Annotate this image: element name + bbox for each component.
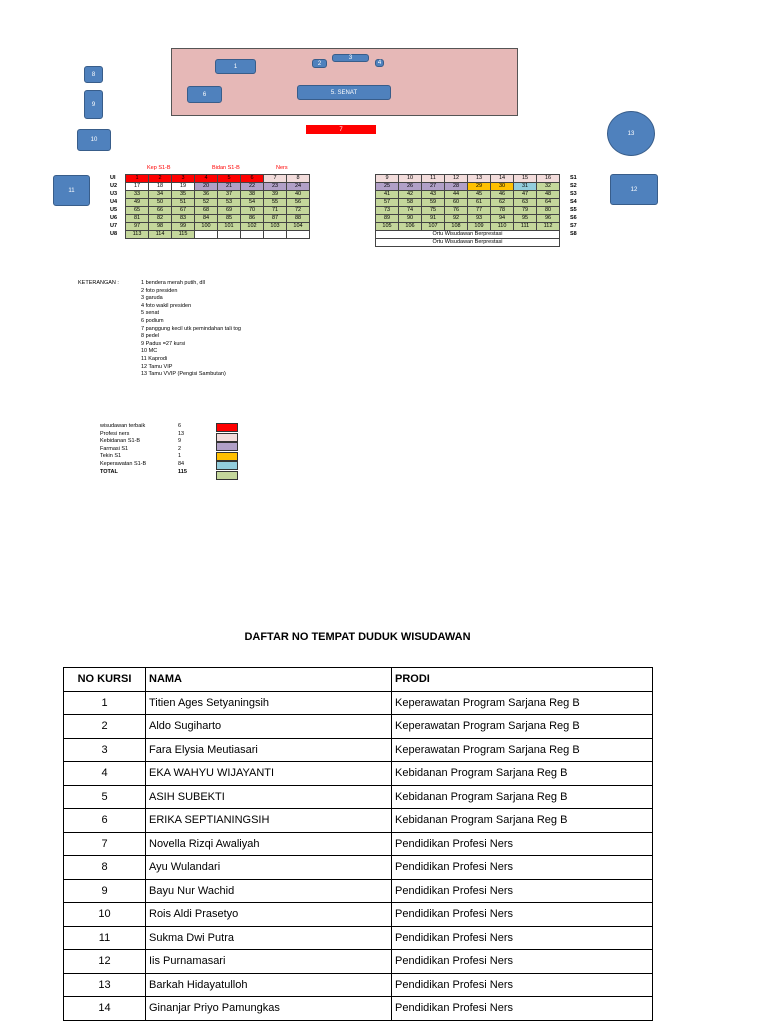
- row-label: S5: [570, 207, 577, 213]
- cell-nama: Ayu Wulandari: [146, 856, 392, 880]
- cell-nama: Sukma Dwi Putra: [146, 926, 392, 950]
- table-row: [64, 950, 653, 974]
- seat-cell: 108: [445, 223, 468, 231]
- seat-cell: 12: [445, 175, 468, 183]
- cell-nama: Ginanjar Priyo Pamungkas: [146, 997, 392, 1021]
- keterangan-item: 9 Padus =27 kursi: [141, 340, 186, 347]
- row-label: S7: [570, 223, 577, 229]
- legend-swatch: [216, 433, 238, 442]
- seat-cell: 86: [241, 215, 264, 223]
- legend-swatch: [216, 423, 238, 432]
- seat-cell: [218, 231, 241, 239]
- legend-name: Tekin S1: [100, 453, 122, 460]
- seat-cell: 93: [468, 215, 491, 223]
- legend-item: [100, 469, 200, 477]
- cell-nama: Aldo Sugiharto: [146, 715, 392, 739]
- legend-name: TOTAL: [100, 468, 118, 475]
- table-row: [64, 973, 653, 997]
- legend-item: [100, 438, 200, 446]
- table-row: [64, 856, 653, 880]
- seat-cell: 47: [514, 191, 537, 199]
- row-label: S1: [570, 175, 577, 181]
- seat-cell: 71: [264, 207, 287, 215]
- seat-cell: 85: [218, 215, 241, 223]
- cell-no-kursi: 10: [64, 903, 146, 927]
- cell-prodi: Kebidanan Program Sarjana Reg B: [392, 785, 653, 809]
- seat-cell: 73: [376, 207, 399, 215]
- cell-nama: EKA WAHYU WIJAYANTI: [146, 762, 392, 786]
- seat-cell: 2: [149, 175, 172, 183]
- seat-cell: 64: [537, 199, 560, 207]
- seat-cell: 36: [195, 191, 218, 199]
- legend-count: 84: [178, 460, 185, 467]
- seat-cell: 49: [126, 199, 149, 207]
- seat-row: [126, 207, 310, 215]
- seat-row: [376, 183, 560, 191]
- keterangan-item: 5 senat: [141, 310, 160, 317]
- seat-cell: 81: [126, 215, 149, 223]
- cell-nama: Novella Rizqi Awaliyah: [146, 832, 392, 856]
- legend-item: [100, 423, 200, 431]
- seat-cell: 83: [172, 215, 195, 223]
- header-nama: NAMA: [146, 668, 392, 692]
- cell-prodi: Pendidikan Profesi Ners: [392, 973, 653, 997]
- seat-cell: 42: [399, 191, 422, 199]
- table-row: [64, 762, 653, 786]
- seat-cell: 59: [422, 199, 445, 207]
- seat-box-6: 6: [187, 86, 222, 103]
- seat-cell: 112: [537, 223, 560, 231]
- seat-cell: 111: [514, 223, 537, 231]
- table-row: [64, 691, 653, 715]
- cell-nama: ASIH SUBEKTI: [146, 785, 392, 809]
- seat-cell: 1: [126, 175, 149, 183]
- cell-prodi: Keperawatan Program Sarjana Reg B: [392, 715, 653, 739]
- seat-cell: 51: [172, 199, 195, 207]
- seat-cell: 13: [468, 175, 491, 183]
- cell-nama: Bayu Nur Wachid: [146, 879, 392, 903]
- seat-box-8: 8: [84, 66, 103, 83]
- keterangan-item: 6 podium: [141, 317, 164, 324]
- seat-cell: 37: [218, 191, 241, 199]
- table-row: [64, 903, 653, 927]
- keterangan-list: [141, 280, 241, 379]
- table-row: [64, 879, 653, 903]
- right-row-labels: [570, 174, 577, 238]
- cell-no-kursi: 12: [64, 950, 146, 974]
- seat-row: [126, 215, 310, 223]
- seat-cell: 55: [264, 199, 287, 207]
- seat-cell: 78: [491, 207, 514, 215]
- cell-nama: Barkah Hidayatulloh: [146, 973, 392, 997]
- cell-nama: Iis Purnamasari: [146, 950, 392, 974]
- seat-cell: 3: [172, 175, 195, 183]
- row-label: S6: [570, 215, 577, 221]
- seat-row: [126, 191, 310, 199]
- seat-cell: 88: [287, 215, 310, 223]
- cell-no-kursi: 3: [64, 738, 146, 762]
- seat-cell: 96: [537, 215, 560, 223]
- keterangan-item: 1 bendera merah putih, dll: [141, 280, 205, 286]
- seat-cell: 62: [491, 199, 514, 207]
- seat-cell: 18: [149, 183, 172, 191]
- seat-cell: 33: [126, 191, 149, 199]
- cell-prodi: Pendidikan Profesi Ners: [392, 879, 653, 903]
- seat-box-9: 9: [84, 90, 103, 119]
- seat-cell: 66: [149, 207, 172, 215]
- seat-cell: 79: [514, 207, 537, 215]
- seat-cell: 100: [195, 223, 218, 231]
- seat-cell: 17: [126, 183, 149, 191]
- seat-cell: 114: [149, 231, 172, 239]
- cell-prodi: Pendidikan Profesi Ners: [392, 926, 653, 950]
- header-prodi: PRODI: [392, 668, 653, 692]
- seat-box-2: 2: [312, 59, 327, 68]
- seat-row: [376, 199, 560, 207]
- seat-cell: 25: [376, 183, 399, 191]
- seat-cell: 44: [445, 191, 468, 199]
- cell-prodi: Pendidikan Profesi Ners: [392, 903, 653, 927]
- seat-row: [376, 175, 560, 183]
- seat-cell: 99: [172, 223, 195, 231]
- seat-cell: 14: [491, 175, 514, 183]
- seat-cell: 90: [399, 215, 422, 223]
- legend-item: [100, 446, 200, 454]
- keterangan-item: 7 panggung kecil utk pemindahan tali tog: [141, 325, 241, 332]
- table-title: DAFTAR NO TEMPAT DUDUK WISUDAWAN: [244, 631, 471, 643]
- seat-circle-13: 13: [607, 111, 655, 156]
- seat-cell: 39: [264, 191, 287, 199]
- seat-cell: 82: [149, 215, 172, 223]
- seat-cell: 91: [422, 215, 445, 223]
- row-label: U3: [110, 191, 118, 197]
- seat-box-4: 4: [375, 59, 384, 67]
- legend-name: Keperawatan S1-B: [100, 460, 147, 467]
- legend-count: 13: [178, 430, 185, 437]
- keterangan-item: 2 foto presiden: [141, 287, 178, 294]
- left-seat-grid: [125, 174, 310, 239]
- seat-cell: 16: [537, 175, 560, 183]
- cell-nama: Fara Elysia Meutiasari: [146, 738, 392, 762]
- seat-row: [376, 207, 560, 215]
- legend-name: Kebidanan S1-B: [100, 438, 141, 445]
- seat-cell: 40: [287, 191, 310, 199]
- seat-cell: 38: [241, 191, 264, 199]
- legend-name: wisudawan terbaik: [100, 423, 146, 429]
- seat-cell: 75: [422, 207, 445, 215]
- seat-row: [126, 231, 310, 239]
- seat-cell: 9: [376, 175, 399, 183]
- legend-count: 115: [178, 468, 187, 475]
- row-label: S3: [570, 191, 577, 197]
- cell-prodi: Pendidikan Profesi Ners: [392, 997, 653, 1021]
- legend-list: [100, 423, 200, 476]
- left-row-labels: [110, 174, 117, 238]
- cell-no-kursi: 7: [64, 832, 146, 856]
- seat-box-3: 3: [332, 54, 369, 62]
- seat-cell: 21: [218, 183, 241, 191]
- legend-swatch: [216, 461, 238, 470]
- ortu-row: Ortu Wisudawan Berprestasi: [376, 239, 560, 247]
- cell-no-kursi: 11: [64, 926, 146, 950]
- row-label: UI: [110, 175, 116, 181]
- table-row: [64, 785, 653, 809]
- seat-cell: 105: [376, 223, 399, 231]
- seat-cell: 92: [445, 215, 468, 223]
- legend-count: 2: [178, 445, 182, 452]
- seat-cell: 61: [468, 199, 491, 207]
- seat-cell: 109: [468, 223, 491, 231]
- seat-cell: 101: [218, 223, 241, 231]
- cell-nama: ERIKA SEPTIANINGSIH: [146, 809, 392, 833]
- legend-item: [100, 453, 200, 461]
- cell-no-kursi: 8: [64, 856, 146, 880]
- legend-count: 9: [178, 438, 182, 445]
- seat-box-7: 7: [306, 125, 376, 134]
- cell-prodi: Kebidanan Program Sarjana Reg B: [392, 809, 653, 833]
- seat-cell: 46: [491, 191, 514, 199]
- legend-count: 6: [178, 423, 182, 429]
- seat-cell: 43: [422, 191, 445, 199]
- seat-cell: 7: [264, 175, 287, 183]
- legend-item: [100, 461, 200, 469]
- cell-no-kursi: 1: [64, 691, 146, 715]
- seat-cell: [241, 231, 264, 239]
- cell-prodi: Kebidanan Program Sarjana Reg B: [392, 762, 653, 786]
- keterangan-item: 11 Kaprodi: [141, 355, 168, 362]
- seat-cell: 67: [172, 207, 195, 215]
- legend-swatch: [216, 442, 238, 451]
- seat-cell: 84: [195, 215, 218, 223]
- seat-box-11: 11: [53, 175, 90, 206]
- senat-box: 5. SENAT: [297, 85, 391, 100]
- row-label: U5: [110, 207, 118, 213]
- seat-cell: 60: [445, 199, 468, 207]
- seat-row: [126, 183, 310, 191]
- seat-cell: 57: [376, 199, 399, 207]
- table-row: [64, 715, 653, 739]
- seat-row: [126, 223, 310, 231]
- seat-cell: 52: [195, 199, 218, 207]
- seat-cell: 65: [126, 207, 149, 215]
- table-row: [64, 997, 653, 1021]
- table-header-row: [64, 668, 653, 692]
- seat-cell: 34: [149, 191, 172, 199]
- seat-cell: 77: [468, 207, 491, 215]
- seat-cell: 54: [241, 199, 264, 207]
- seat-cell: 10: [399, 175, 422, 183]
- cell-no-kursi: 14: [64, 997, 146, 1021]
- cell-no-kursi: 5: [64, 785, 146, 809]
- seat-cell: 103: [264, 223, 287, 231]
- cell-nama: Rois Aldi Prasetyo: [146, 903, 392, 927]
- seat-cell: 22: [241, 183, 264, 191]
- cell-prodi: Pendidikan Profesi Ners: [392, 832, 653, 856]
- legend-swatch: [216, 471, 238, 480]
- seat-row: [376, 223, 560, 231]
- row-label: U6: [110, 215, 118, 221]
- seat-cell: 24: [287, 183, 310, 191]
- seat-cell: 76: [445, 207, 468, 215]
- keterangan-item: 4 foto wakil presiden: [141, 302, 192, 309]
- cell-prodi: Keperawatan Program Sarjana Reg B: [392, 738, 653, 762]
- seat-cell: 63: [514, 199, 537, 207]
- seat-row: [376, 191, 560, 199]
- seat-cell: 4: [195, 175, 218, 183]
- keterangan-item: 12 Tamu VIP: [141, 363, 173, 370]
- row-label: U4: [110, 199, 118, 205]
- legend-item: [100, 431, 200, 439]
- legend-swatch: [216, 452, 238, 461]
- keterangan-item: 3 garuda: [141, 295, 163, 302]
- header-no-kursi: NO KURSI: [64, 668, 146, 692]
- cell-no-kursi: 2: [64, 715, 146, 739]
- cell-no-kursi: 4: [64, 762, 146, 786]
- seat-cell: 19: [172, 183, 195, 191]
- seat-cell: 110: [491, 223, 514, 231]
- seat-cell: 31: [514, 183, 537, 191]
- seat-cell: 32: [537, 183, 560, 191]
- seat-cell: 20: [195, 183, 218, 191]
- legend-name: Farmasi S1: [100, 445, 129, 452]
- cell-no-kursi: 13: [64, 973, 146, 997]
- ortu-row: Ortu Wisudawan Berprestasi: [376, 231, 560, 239]
- keterangan-item: 8 pedel: [141, 333, 160, 340]
- seat-box-12: 12: [610, 174, 658, 205]
- seat-cell: 107: [422, 223, 445, 231]
- table-row: [64, 832, 653, 856]
- seat-cell: 29: [468, 183, 491, 191]
- seat-cell: 72: [287, 207, 310, 215]
- seat-cell: 45: [468, 191, 491, 199]
- seat-cell: 95: [514, 215, 537, 223]
- cell-prodi: Pendidikan Profesi Ners: [392, 950, 653, 974]
- row-label: U7: [110, 223, 118, 229]
- group-label-ners: Ners: [276, 165, 288, 171]
- seat-cell: 26: [399, 183, 422, 191]
- seat-cell: 27: [422, 183, 445, 191]
- seat-cell: 89: [376, 215, 399, 223]
- seat-cell: 115: [172, 231, 195, 239]
- seat-cell: 69: [218, 207, 241, 215]
- seat-cell: 104: [287, 223, 310, 231]
- row-label: S2: [570, 183, 577, 189]
- keterangan-label: KETERANGAN :: [78, 280, 119, 286]
- seat-box-1: 1: [215, 59, 256, 74]
- keterangan-item: 13 Tamu VVIP (Pengisi Sambutan): [141, 371, 226, 378]
- seat-cell: 15: [514, 175, 537, 183]
- cell-prodi: Keperawatan Program Sarjana Reg B: [392, 691, 653, 715]
- table-row: [64, 926, 653, 950]
- row-label: S8: [570, 231, 577, 237]
- cell-nama: Titien Ages Setyaningsih: [146, 691, 392, 715]
- seat-cell: 6: [241, 175, 264, 183]
- row-label: U8: [110, 231, 118, 237]
- seat-cell: 23: [264, 183, 287, 191]
- seat-row: [126, 199, 310, 207]
- row-label: U2: [110, 183, 118, 189]
- cell-prodi: Pendidikan Profesi Ners: [392, 856, 653, 880]
- seat-cell: 58: [399, 199, 422, 207]
- seat-cell: 28: [445, 183, 468, 191]
- seat-row: [376, 215, 560, 223]
- row-label: S4: [570, 199, 577, 205]
- seat-cell: 98: [149, 223, 172, 231]
- group-label-kep: Kep S1-B: [147, 165, 171, 171]
- seat-cell: [287, 231, 310, 239]
- seat-cell: 106: [399, 223, 422, 231]
- group-label-bidan: Bidan S1-B: [212, 165, 240, 171]
- seat-cell: 30: [491, 183, 514, 191]
- seat-cell: 56: [287, 199, 310, 207]
- seat-cell: 102: [241, 223, 264, 231]
- seat-assignment-table: [63, 667, 653, 1021]
- seat-cell: 11: [422, 175, 445, 183]
- seat-cell: 113: [126, 231, 149, 239]
- seat-cell: 50: [149, 199, 172, 207]
- legend-count: 1: [178, 453, 182, 460]
- table-row: [64, 809, 653, 833]
- seat-cell: [195, 231, 218, 239]
- seat-cell: 35: [172, 191, 195, 199]
- table-row: [64, 738, 653, 762]
- cell-no-kursi: 6: [64, 809, 146, 833]
- seat-cell: 48: [537, 191, 560, 199]
- seat-cell: [264, 231, 287, 239]
- seat-cell: 41: [376, 191, 399, 199]
- seat-cell: 87: [264, 215, 287, 223]
- seat-cell: 5: [218, 175, 241, 183]
- seat-cell: 94: [491, 215, 514, 223]
- right-seat-grid: [375, 174, 560, 247]
- keterangan-item: 10 MC: [141, 348, 158, 355]
- seat-row: [126, 175, 310, 183]
- seat-box-10: 10: [77, 129, 111, 151]
- seat-cell: 8: [287, 175, 310, 183]
- seat-cell: 97: [126, 223, 149, 231]
- legend-name: Profesi ners: [100, 430, 130, 437]
- seat-cell: 68: [195, 207, 218, 215]
- cell-no-kursi: 9: [64, 879, 146, 903]
- seat-cell: 70: [241, 207, 264, 215]
- seat-cell: 53: [218, 199, 241, 207]
- seat-cell: 80: [537, 207, 560, 215]
- seat-cell: 74: [399, 207, 422, 215]
